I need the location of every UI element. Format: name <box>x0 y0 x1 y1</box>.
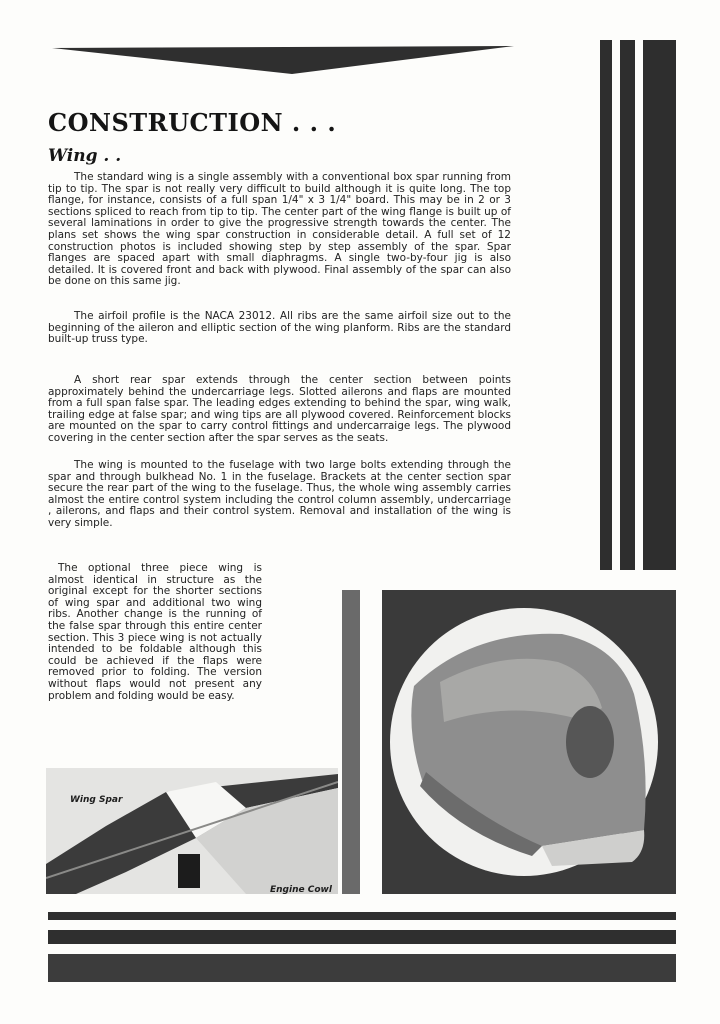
spar-photo-caption: Wing Spar <box>70 795 123 805</box>
header-wedge-banner <box>52 44 514 76</box>
decorative-vertical-stripe <box>600 40 612 570</box>
decorative-vertical-stripe <box>342 590 360 894</box>
decorative-horizontal-bar <box>48 930 676 944</box>
decorative-vertical-stripe <box>643 40 676 570</box>
engine-cowl-photo <box>382 590 676 894</box>
wing-spar-photo <box>46 768 338 894</box>
body-paragraph: The wing is mounted to the fuselage with two large bolts extending through the spar and through bulkhead No. 1 in the fuselage. Brackets at the center section spar secure the rear part of the wing to the fuselage. Thus, the whole wing assembly carries almost the entire control system including the control column assembly, undercarriage , ailerons, and flaps and their control system. Removal and installation of the wing is very simple. <box>48 459 511 529</box>
cowl-photo-caption: Engine Cowl <box>270 885 332 895</box>
page-title: CONSTRUCTION . . . <box>48 108 337 137</box>
decorative-horizontal-bar <box>48 954 676 982</box>
body-paragraph: The airfoil profile is the NACA 23012. All ribs are the same airfoil size out to the beginning of the aileron and elliptic section of the wing planform. Ribs are the standard built-up truss type. <box>48 310 511 346</box>
section-subtitle: Wing . . <box>48 146 122 166</box>
decorative-horizontal-bar <box>48 912 676 920</box>
body-paragraph: The standard wing is a single assembly with a conventional box spar running from tip to tip. The spar is not really very difficult to build although it is quite long. The top flange, for instance, consists of a full span 1/4" x 3 1/4" board. This may be in 2 or 3 sections spliced to reach from tip to tip. The center part of the wing flange is built up of several laminations in order to give the progressive strength towards the center. The plans set shows the wing spar construction in considerable detail. A full set of 12 construction photos is included showing step by step assembly of the spar. Spar flanges are spaced apart with small diaphragms. A single two-by-four jig is also detailed. It is covered front and back with plywood. Final assembly of the spar can also be done on this same jig. <box>48 171 511 288</box>
sidebar-paragraph: The optional three piece wing is almost identical in structure as the original except for the shorter sections of wing spar and additional two wing ribs. Another change is the running of the false spar through this entire center section. This 3 piece wing is not actually intended to be foldable although this could be achieved if the flaps were removed prior to folding. The version without flaps would not present any problem and folding would be easy. <box>48 562 262 702</box>
body-paragraph: A short rear spar extends through the center section between points approximately behind the undercarriage legs. Slotted ailerons and flaps are mounted from a full span false spar. The leading edges extending to behind the spar, wing walk, trailing edge at false spar; and wing tips are all plywood covered. Reinforcement blocks are mounted on the spar to carry control fittings and undercarraige legs. The plywood covering in the center section after the spar serves as the seats. <box>48 374 511 444</box>
decorative-vertical-stripe <box>620 40 635 570</box>
